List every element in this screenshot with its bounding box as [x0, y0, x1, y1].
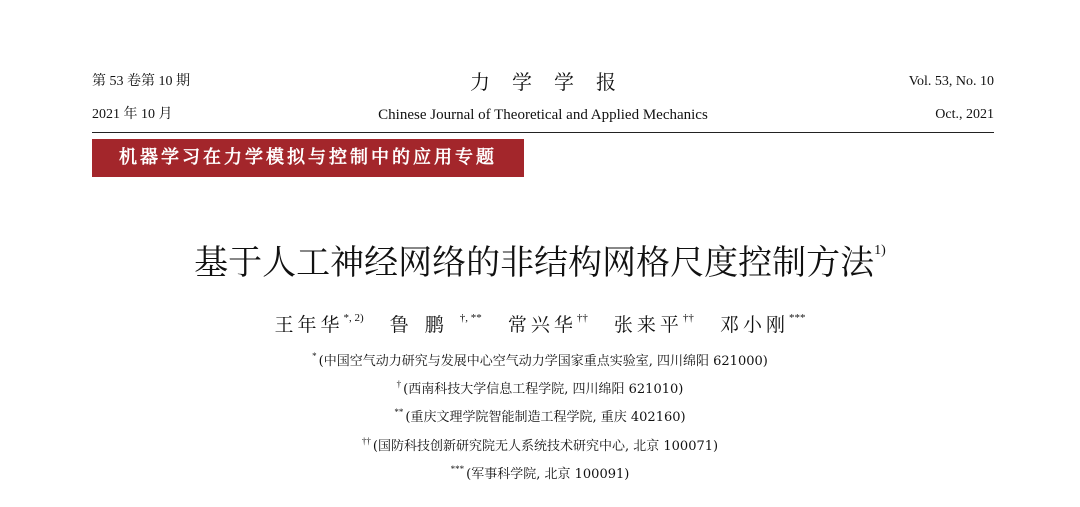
author-name: 鲁鹏 — [389, 314, 460, 336]
paper-title-footnote-mark: 1) — [874, 243, 886, 258]
author-name: 常兴华 — [507, 314, 577, 336]
affiliation-text: (西南科技大学信息工程学院, 四川绵阳 621010) — [403, 382, 684, 397]
header-rule — [92, 132, 994, 133]
affiliation-text: (中国空气动力研究与发展中心空气动力学国家重点实验室, 四川绵阳 621000) — [318, 354, 768, 369]
affiliation-mark: * — [312, 351, 317, 361]
affiliation — [0, 402, 1080, 428]
affiliation-mark: *** — [450, 464, 465, 474]
author-name: 邓小刚 — [719, 314, 789, 336]
affiliation — [0, 346, 1080, 372]
affiliation — [0, 374, 1080, 400]
author — [508, 303, 588, 340]
journal-title-en: Chinese Journal of Theoretical and Applied Mechanics — [378, 107, 708, 123]
author-mark: †† — [576, 312, 588, 324]
author-mark: *, 2) — [343, 312, 364, 324]
author — [720, 303, 806, 340]
author — [614, 303, 694, 340]
header-row-top — [92, 70, 994, 94]
volume-en: Vol. 53, No. 10 — [908, 74, 994, 89]
affiliation-text: (重庆文理学院智能制造工程学院, 重庆 402160) — [405, 410, 686, 425]
author — [390, 303, 482, 340]
author-name: 王年华 — [274, 314, 344, 336]
paper-title-text: 基于人工神经网络的非结构网格尺度控制方法 — [194, 243, 875, 283]
affiliation — [0, 431, 1080, 457]
author-mark: †, ** — [459, 312, 482, 324]
author-mark: †† — [682, 312, 694, 324]
affiliation-text: (国防科技创新研究院无人系统技术研究中心, 北京 100071) — [372, 439, 719, 454]
affiliation-mark: †† — [361, 436, 371, 446]
issue-cn: 第 53 卷第 10 期 — [92, 74, 190, 89]
date-cn: 2021 年 10 月 — [92, 107, 173, 122]
affiliation-text: (军事科学院, 北京 100091) — [466, 467, 630, 482]
author-list — [0, 303, 1080, 340]
date-en: Oct., 2021 — [935, 107, 994, 122]
author-name: 张来平 — [613, 314, 683, 336]
header-row-bottom — [92, 103, 994, 127]
journal-title-cn: 力学学报 — [470, 70, 638, 94]
paper-title — [0, 228, 1080, 286]
affiliation-mark: † — [396, 379, 402, 389]
author-mark: *** — [788, 312, 806, 324]
affiliation — [0, 459, 1080, 485]
affiliation-mark: ** — [394, 407, 404, 417]
author — [275, 303, 364, 340]
topic-banner: 机器学习在力学模拟与控制中的应用专题 — [92, 139, 524, 177]
